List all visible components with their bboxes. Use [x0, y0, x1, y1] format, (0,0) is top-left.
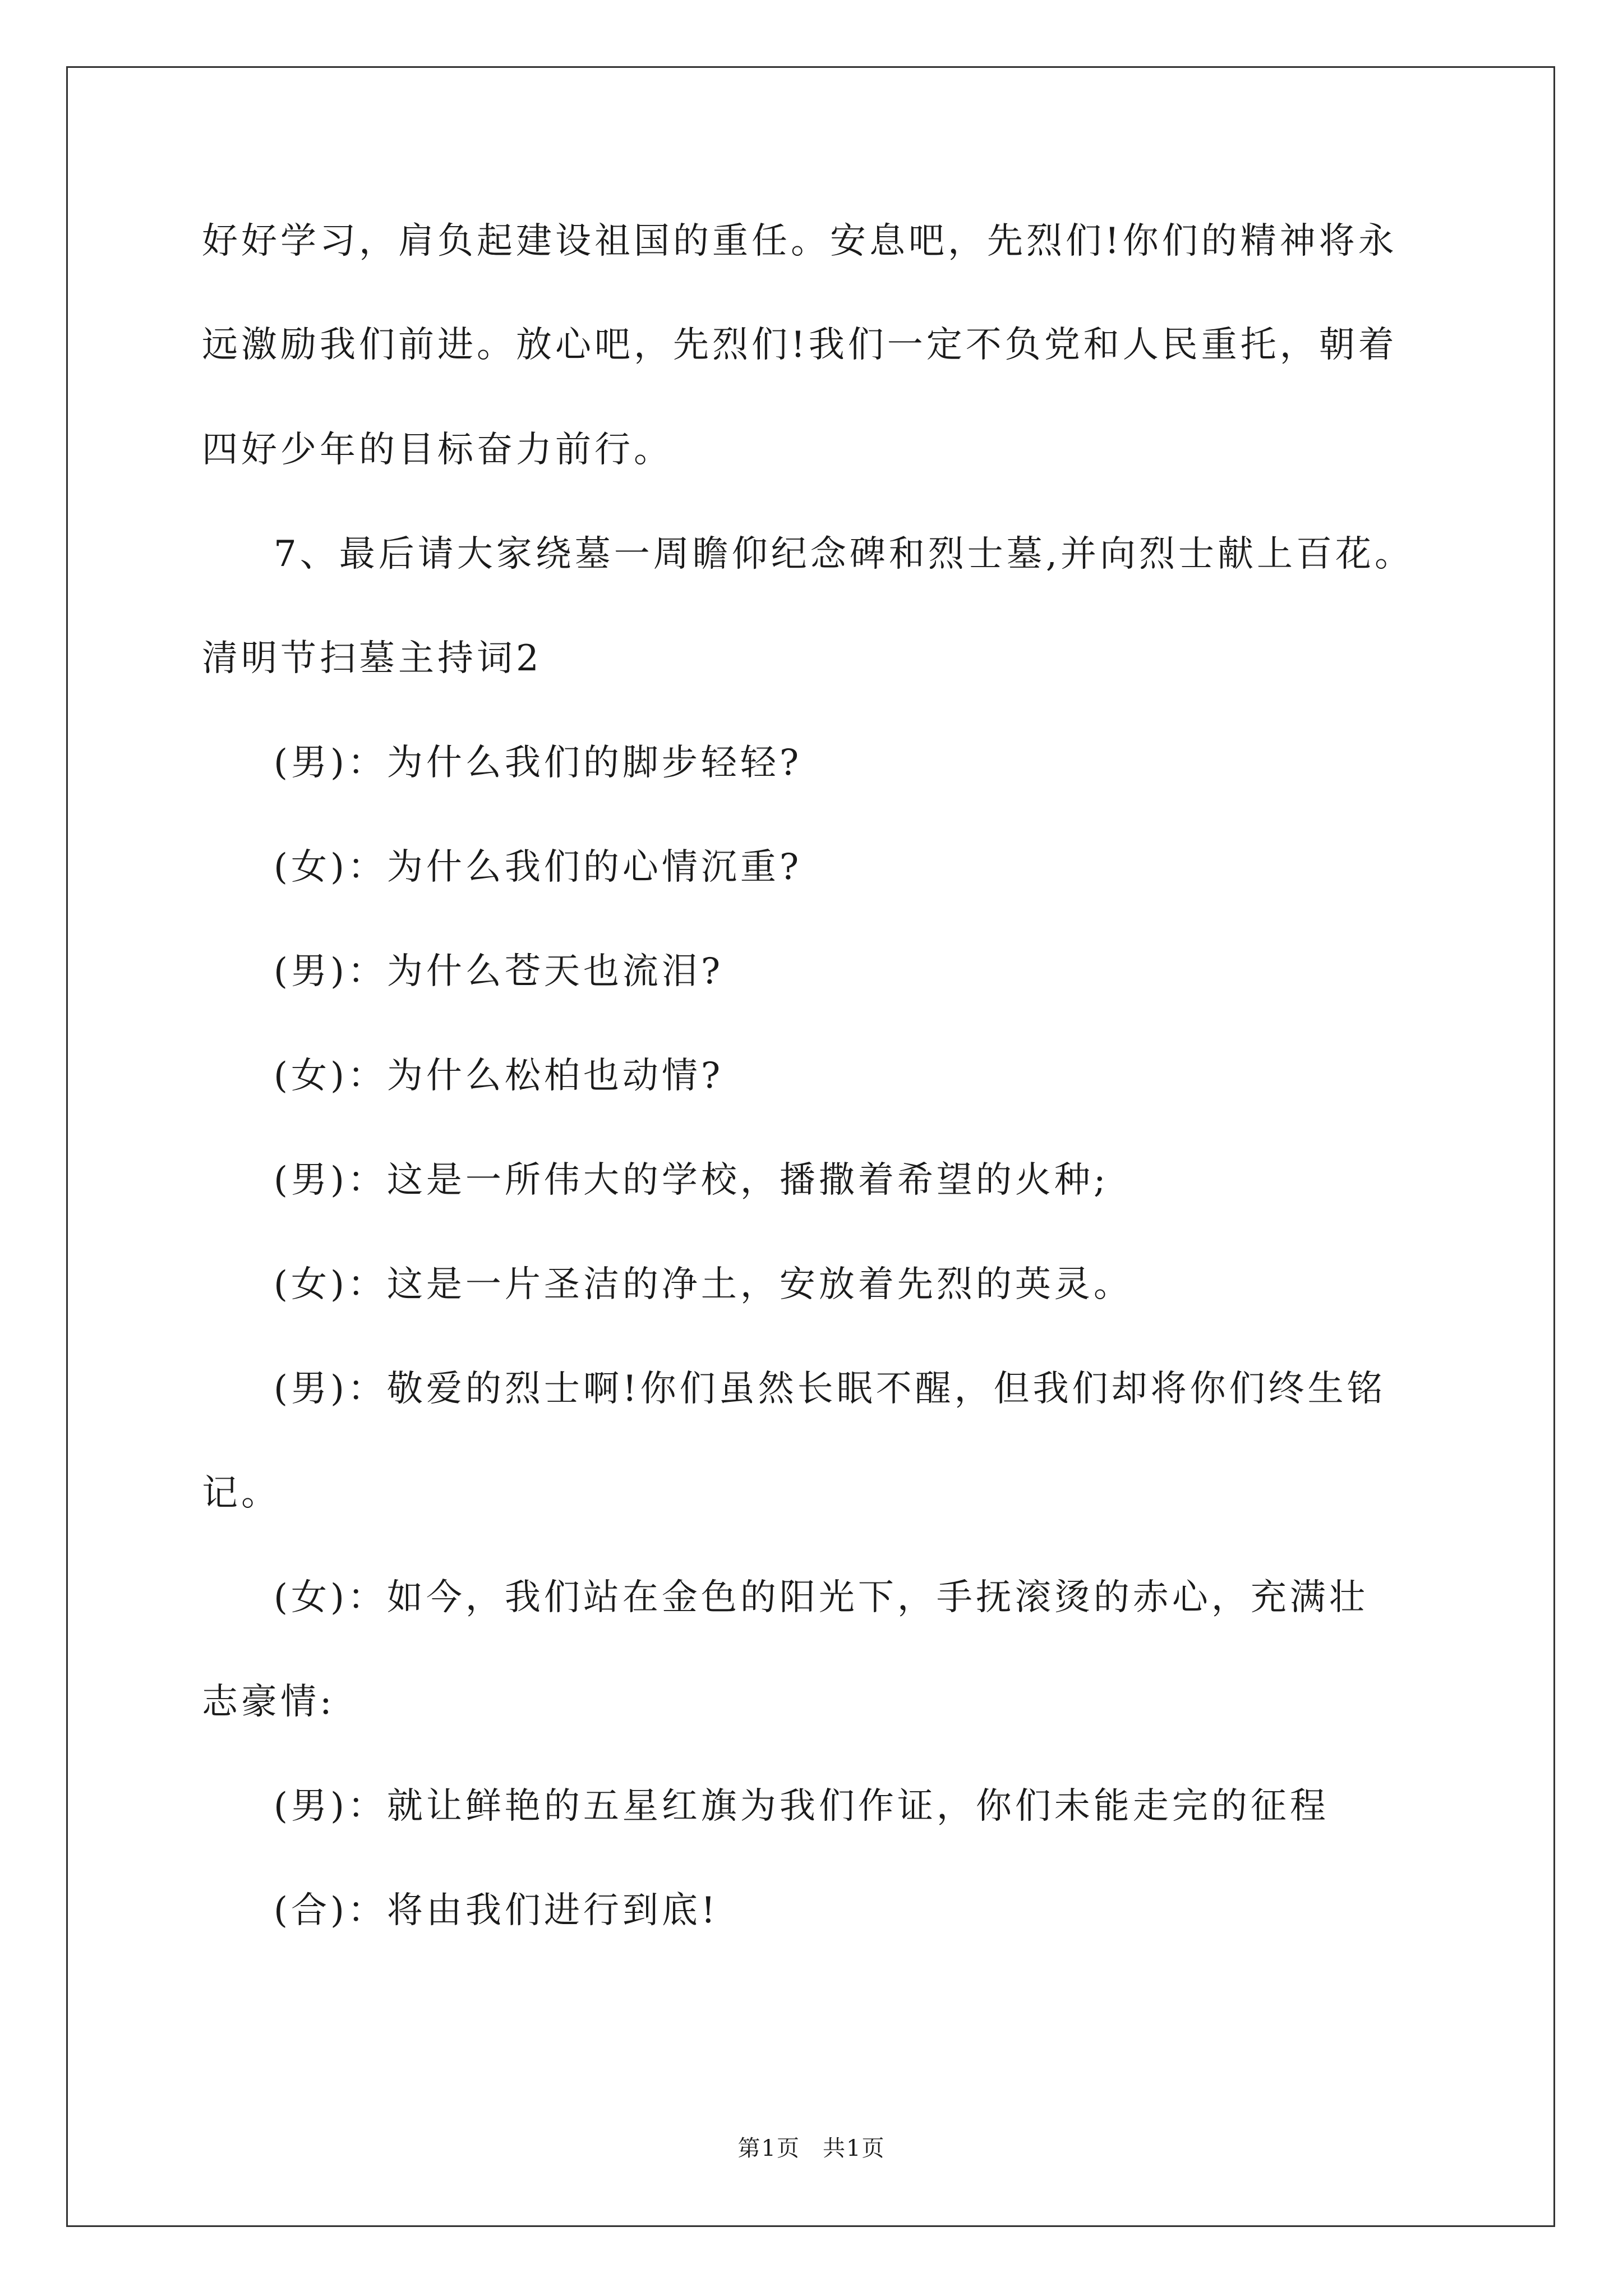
- page-total: 共1页: [823, 2136, 886, 2161]
- page-number: 第1页: [737, 2136, 800, 2161]
- section-heading: 清明节扫墓主持词2: [202, 638, 542, 679]
- text-line-1: 好好学习，肩负起建设祖国的重任。安息吧，先烈们!你们的精神将永: [202, 220, 1398, 262]
- dialogue-line-2: (女)：为什么我们的心情沉重?: [274, 846, 803, 888]
- dialogue-line-8-cont: 志豪情:: [202, 1681, 335, 1723]
- text-line-4: 7、最后请大家绕墓一周瞻仰纪念碑和烈士墓,并向烈士献上百花。: [274, 533, 1414, 575]
- dialogue-line-5: (男)：这是一所伟大的学校，播撒着希望的火种;: [274, 1159, 1109, 1201]
- dialogue-line-4: (女)：为什么松柏也动情?: [274, 1055, 724, 1097]
- dialogue-line-1: (男)：为什么我们的脚步轻轻?: [274, 742, 803, 784]
- dialogue-line-8: (女)：如今，我们站在金色的阳光下，手抚滚烫的赤心，充满壮: [274, 1577, 1368, 1618]
- dialogue-line-3: (男)：为什么苍天也流泪?: [274, 951, 724, 992]
- text-line-2: 远激励我们前进。放心吧，先烈们!我们一定不负党和人民重托，朝着: [202, 324, 1398, 366]
- dialogue-line-6: (女)：这是一片圣洁的净土，安放着先烈的英灵。: [274, 1264, 1133, 1305]
- dialogue-line-9: (男)：就让鲜艳的五星红旗为我们作证，你们未能走完的征程: [274, 1786, 1329, 1827]
- text-line-3: 四好少年的目标奋力前行。: [202, 429, 673, 471]
- dialogue-line-7-cont: 记。: [202, 1473, 280, 1514]
- page-footer: [0, 2132, 1623, 2165]
- dialogue-line-10: (合)：将由我们进行到底!: [274, 1890, 719, 1931]
- dialogue-line-7: (男)：敬爱的烈士啊!你们虽然长眠不醒，但我们却将你们终生铭: [274, 1368, 1386, 1410]
